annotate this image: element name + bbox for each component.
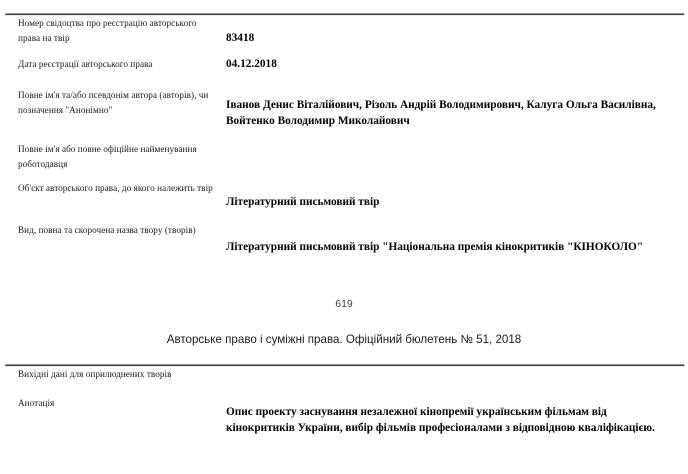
field-label: Вид, повна та скорочена назва твору (творів) xyxy=(18,225,196,235)
field-label: Повне ім'я або повне офіційне найменування роботодавця xyxy=(18,144,197,169)
field-label: Анотація xyxy=(18,398,55,408)
bulletin-footer: Авторське право і суміжні права. Офіційний бюлетень № 51, 2018 xyxy=(166,333,522,346)
field-value: Опис проекту заснування незалежної кінопремії українським фільмам від кінокритиків України, вибір фільмів професіоналами з відповідною кваліфікацією. xyxy=(226,406,655,434)
field-value: Іванов Денис Віталійович, Різоль Андрій Володимирович, Калуга Ольга Василівна, Войтенко Володимир Миколайович xyxy=(226,99,656,127)
field-value: 04.12.2018 xyxy=(226,58,277,70)
field-value: Літературний письмовий твір xyxy=(226,196,380,208)
field-label: Дата реєстрації авторського права xyxy=(18,59,153,69)
field-label: Об'єкт авторського права, до якого належить твір xyxy=(18,183,213,193)
field-label: Вихідні дані для оприлюднених творів xyxy=(18,369,172,379)
field-label: Номер свідоцтва про реєстрацію авторського права на твір xyxy=(18,18,197,43)
field-label: Повне ім'я та/або псевдонім автора (авторів), чи позначення "Анонімно" xyxy=(18,90,209,115)
field-value: 83418 xyxy=(226,32,255,44)
field-value: Літературний письмовий твір "Національна премія кінокритиків "КІНОКОЛО" xyxy=(226,241,644,253)
page-number: 619 xyxy=(335,298,353,310)
